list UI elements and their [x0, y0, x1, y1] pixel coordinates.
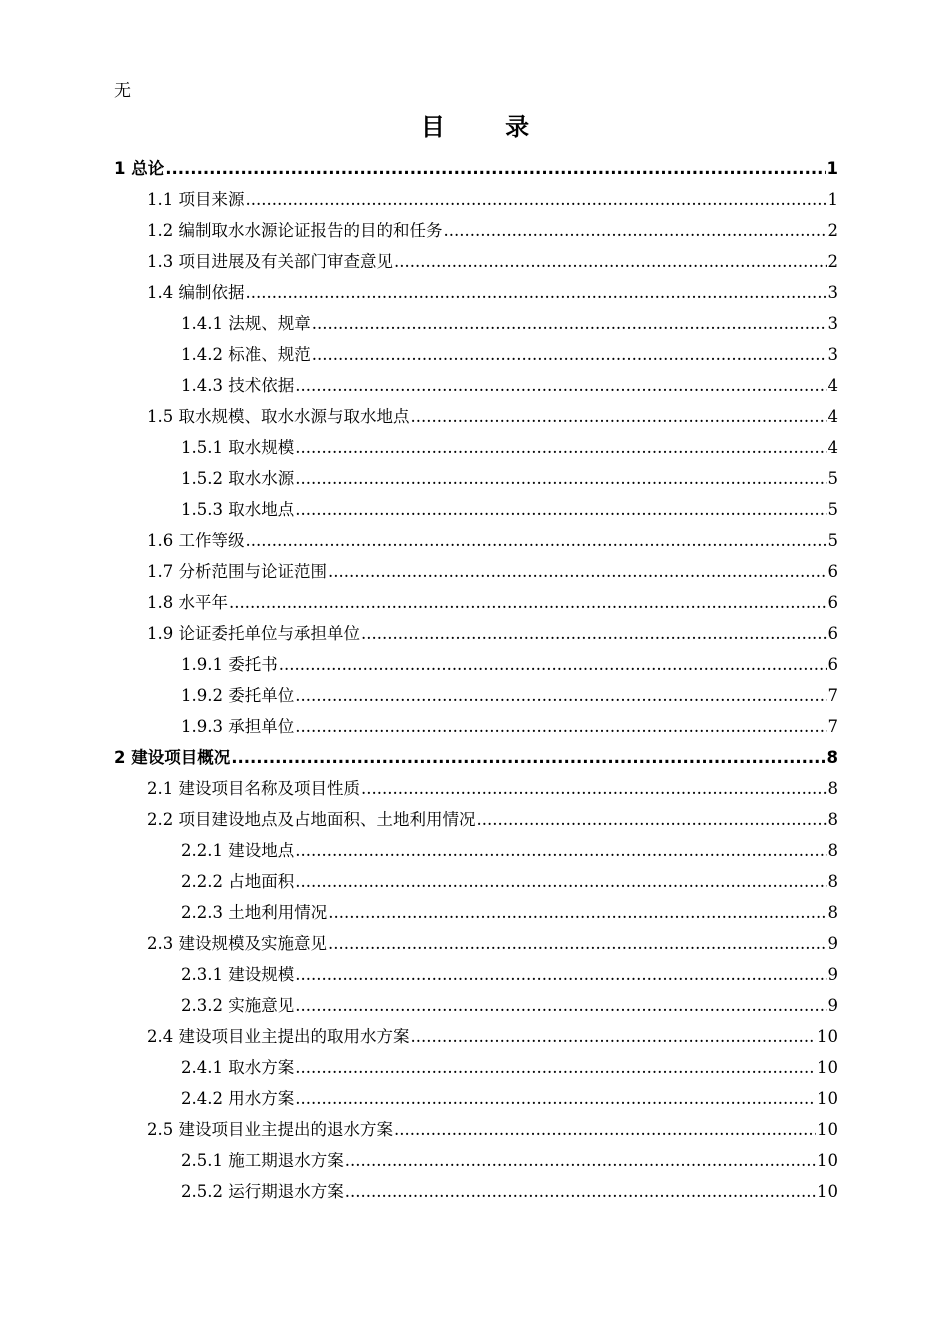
toc-entry[interactable] [114, 339, 838, 370]
toc-entry-page-number: 8 [827, 872, 838, 891]
toc-entry[interactable] [114, 246, 838, 277]
toc-dot-leader [295, 990, 826, 1021]
toc-entry-title: 2.4.2 用水方案 [181, 1089, 295, 1108]
toc-dot-leader [444, 215, 827, 246]
toc-entry[interactable] [114, 804, 838, 835]
toc-entry-title: 1 总论 [114, 159, 165, 178]
toc-dot-leader [231, 742, 825, 773]
toc-entry-page-number: 3 [827, 283, 838, 302]
toc-entry[interactable] [114, 370, 838, 401]
toc-dot-leader [394, 1114, 816, 1145]
toc-dot-leader [411, 401, 827, 432]
toc-entry-page-number: 8 [827, 779, 838, 798]
toc-entry[interactable] [114, 153, 838, 184]
toc-entry-page-number: 9 [827, 934, 838, 953]
toc-entry-title: 2.5 建设项目业主提出的退水方案 [147, 1120, 393, 1139]
toc-entry[interactable] [114, 494, 838, 525]
toc-entry-page-number: 5 [827, 469, 838, 488]
toc-dot-leader [328, 928, 827, 959]
toc-entry[interactable] [114, 959, 838, 990]
toc-entry-title: 2.1 建设项目名称及项目性质 [147, 779, 360, 798]
toc-dot-leader [361, 618, 827, 649]
toc-dot-leader [229, 587, 827, 618]
toc-entry-title: 2.2.2 占地面积 [181, 872, 295, 891]
toc-entry[interactable] [114, 897, 838, 928]
toc-entry-title: 1.6 工作等级 [147, 531, 245, 550]
toc-entry[interactable] [114, 277, 838, 308]
toc-dot-leader [328, 556, 827, 587]
toc-entry[interactable] [114, 928, 838, 959]
toc-entry-title: 2.3 建设规模及实施意见 [147, 934, 327, 953]
toc-entry-page-number: 10 [817, 1120, 838, 1139]
toc-entry-title: 2.3.2 实施意见 [181, 996, 295, 1015]
toc-entry-title: 1.5 取水规模、取水水源与取水地点 [147, 407, 410, 426]
toc-entry-title: 1.2 编制取水水源论证报告的目的和任务 [147, 221, 443, 240]
toc-entry[interactable] [114, 866, 838, 897]
toc-entry-page-number: 9 [827, 965, 838, 984]
toc-entry-page-number: 6 [827, 562, 838, 581]
toc-entry-title: 2.2.1 建设地点 [181, 841, 295, 860]
toc-entry-page-number: 10 [817, 1027, 838, 1046]
toc-entry[interactable] [114, 432, 838, 463]
toc-dot-leader [312, 339, 827, 370]
toc-entry[interactable] [114, 556, 838, 587]
toc-entry-title: 2.3.1 建设规模 [181, 965, 295, 984]
toc-entry[interactable] [114, 649, 838, 680]
toc-entry[interactable] [114, 711, 838, 742]
toc-dot-leader [246, 525, 827, 556]
toc-dot-leader [295, 1083, 816, 1114]
toc-entry[interactable] [114, 308, 838, 339]
toc-entry-page-number: 6 [827, 655, 838, 674]
toc-entry-page-number: 5 [827, 500, 838, 519]
toc-entry[interactable] [114, 618, 838, 649]
toc-entry[interactable] [114, 773, 838, 804]
toc-entry-page-number: 8 [826, 748, 838, 767]
toc-dot-leader [295, 370, 826, 401]
toc-entry[interactable] [114, 215, 838, 246]
toc-entry-page-number: 4 [827, 438, 838, 457]
toc-entry-title: 1.4 编制依据 [147, 283, 245, 302]
toc-entry[interactable] [114, 1083, 838, 1114]
toc-entry-page-number: 2 [827, 252, 838, 271]
toc-entry-page-number: 6 [827, 593, 838, 612]
toc-entry-page-number: 8 [827, 841, 838, 860]
toc-dot-leader [246, 184, 827, 215]
toc-entry[interactable] [114, 401, 838, 432]
toc-entry[interactable] [114, 525, 838, 556]
toc-entry-page-number: 7 [827, 686, 838, 705]
toc-entry-title: 1.1 项目来源 [147, 190, 245, 209]
toc-entry-title: 1.9.2 委托单位 [181, 686, 295, 705]
toc-dot-leader [279, 649, 827, 680]
toc-dot-leader [477, 804, 827, 835]
toc-dot-leader [295, 494, 826, 525]
toc-dot-leader [345, 1145, 816, 1176]
toc-dot-leader [295, 1052, 816, 1083]
toc-entry-page-number: 5 [827, 531, 838, 550]
toc-entry-page-number: 4 [827, 407, 838, 426]
toc-entry[interactable] [114, 184, 838, 215]
toc-entry-page-number: 9 [827, 996, 838, 1015]
toc-dot-leader [295, 680, 826, 711]
toc-entry-title: 2.2.3 土地利用情况 [181, 903, 328, 922]
toc-entry-title: 2.4.1 取水方案 [181, 1058, 295, 1077]
toc-title: 目 录 [420, 113, 556, 141]
toc-entry-title: 2 建设项目概况 [114, 748, 231, 767]
toc-entry-title: 1.7 分析范围与论证范围 [147, 562, 327, 581]
toc-entry-page-number: 10 [817, 1058, 838, 1077]
toc-entry-page-number: 3 [827, 314, 838, 333]
toc-dot-leader [411, 1021, 817, 1052]
toc-entry-title: 1.4.1 法规、规章 [181, 314, 311, 333]
toc-entry-page-number: 10 [817, 1182, 838, 1201]
toc-entry[interactable] [114, 587, 838, 618]
toc-dot-leader [295, 463, 826, 494]
toc-entry-title: 1.9.1 委托书 [181, 655, 278, 674]
toc-entry[interactable] [114, 680, 838, 711]
toc-dot-leader [295, 711, 826, 742]
toc-entry-title: 1.4.3 技术依据 [181, 376, 295, 395]
toc-dot-leader [361, 773, 827, 804]
toc-dot-leader [328, 897, 826, 928]
toc-entry[interactable] [114, 1145, 838, 1176]
toc-entry-page-number: 2 [827, 221, 838, 240]
toc-entry-title: 1.8 水平年 [147, 593, 228, 612]
toc-entry[interactable] [114, 1176, 838, 1207]
toc-entry-title: 2.5.1 施工期退水方案 [181, 1151, 344, 1170]
toc-dot-leader [246, 277, 827, 308]
toc-entry[interactable] [114, 1114, 838, 1145]
toc-entry-title: 1.9 论证委托单位与承担单位 [147, 624, 360, 643]
toc-entry-page-number: 7 [827, 717, 838, 736]
toc-entry[interactable] [114, 463, 838, 494]
toc-entry[interactable] [114, 1021, 838, 1052]
toc-entry-page-number: 8 [827, 810, 838, 829]
toc-entry[interactable] [114, 1052, 838, 1083]
toc-entry-title: 1.3 项目进展及有关部门审查意见 [147, 252, 393, 271]
toc-entry-title: 2.2 项目建设地点及占地面积、土地利用情况 [147, 810, 476, 829]
toc-entry[interactable] [114, 990, 838, 1021]
toc-entry-page-number: 3 [827, 345, 838, 364]
toc-dot-leader [295, 432, 826, 463]
toc-dot-leader [295, 835, 826, 866]
toc-entry[interactable] [114, 835, 838, 866]
toc-entry-page-number: 10 [817, 1089, 838, 1108]
toc-entry-title: 1.5.2 取水水源 [181, 469, 295, 488]
toc-dot-leader [345, 1176, 816, 1207]
toc-dot-leader [165, 153, 825, 184]
table-of-contents [114, 153, 838, 1207]
toc-entry-title: 2.4 建设项目业主提出的取用水方案 [147, 1027, 410, 1046]
toc-entry-page-number: 4 [827, 376, 838, 395]
toc-dot-leader [295, 959, 826, 990]
toc-entry[interactable] [114, 742, 838, 773]
toc-entry-title: 1.9.3 承担单位 [181, 717, 295, 736]
toc-entry-title: 1.4.2 标准、规范 [181, 345, 311, 364]
toc-entry-title: 1.5.1 取水规模 [181, 438, 295, 457]
toc-entry-page-number: 10 [817, 1151, 838, 1170]
toc-entry-title: 1.5.3 取水地点 [181, 500, 295, 519]
toc-dot-leader [312, 308, 827, 339]
toc-entry-page-number: 8 [827, 903, 838, 922]
toc-entry-title: 2.5.2 运行期退水方案 [181, 1182, 344, 1201]
toc-entry-page-number: 1 [826, 159, 838, 178]
toc-entry-page-number: 6 [827, 624, 838, 643]
toc-entry-page-number: 1 [827, 190, 838, 209]
header-note: 无 [114, 81, 131, 101]
toc-dot-leader [295, 866, 826, 897]
toc-dot-leader [394, 246, 827, 277]
